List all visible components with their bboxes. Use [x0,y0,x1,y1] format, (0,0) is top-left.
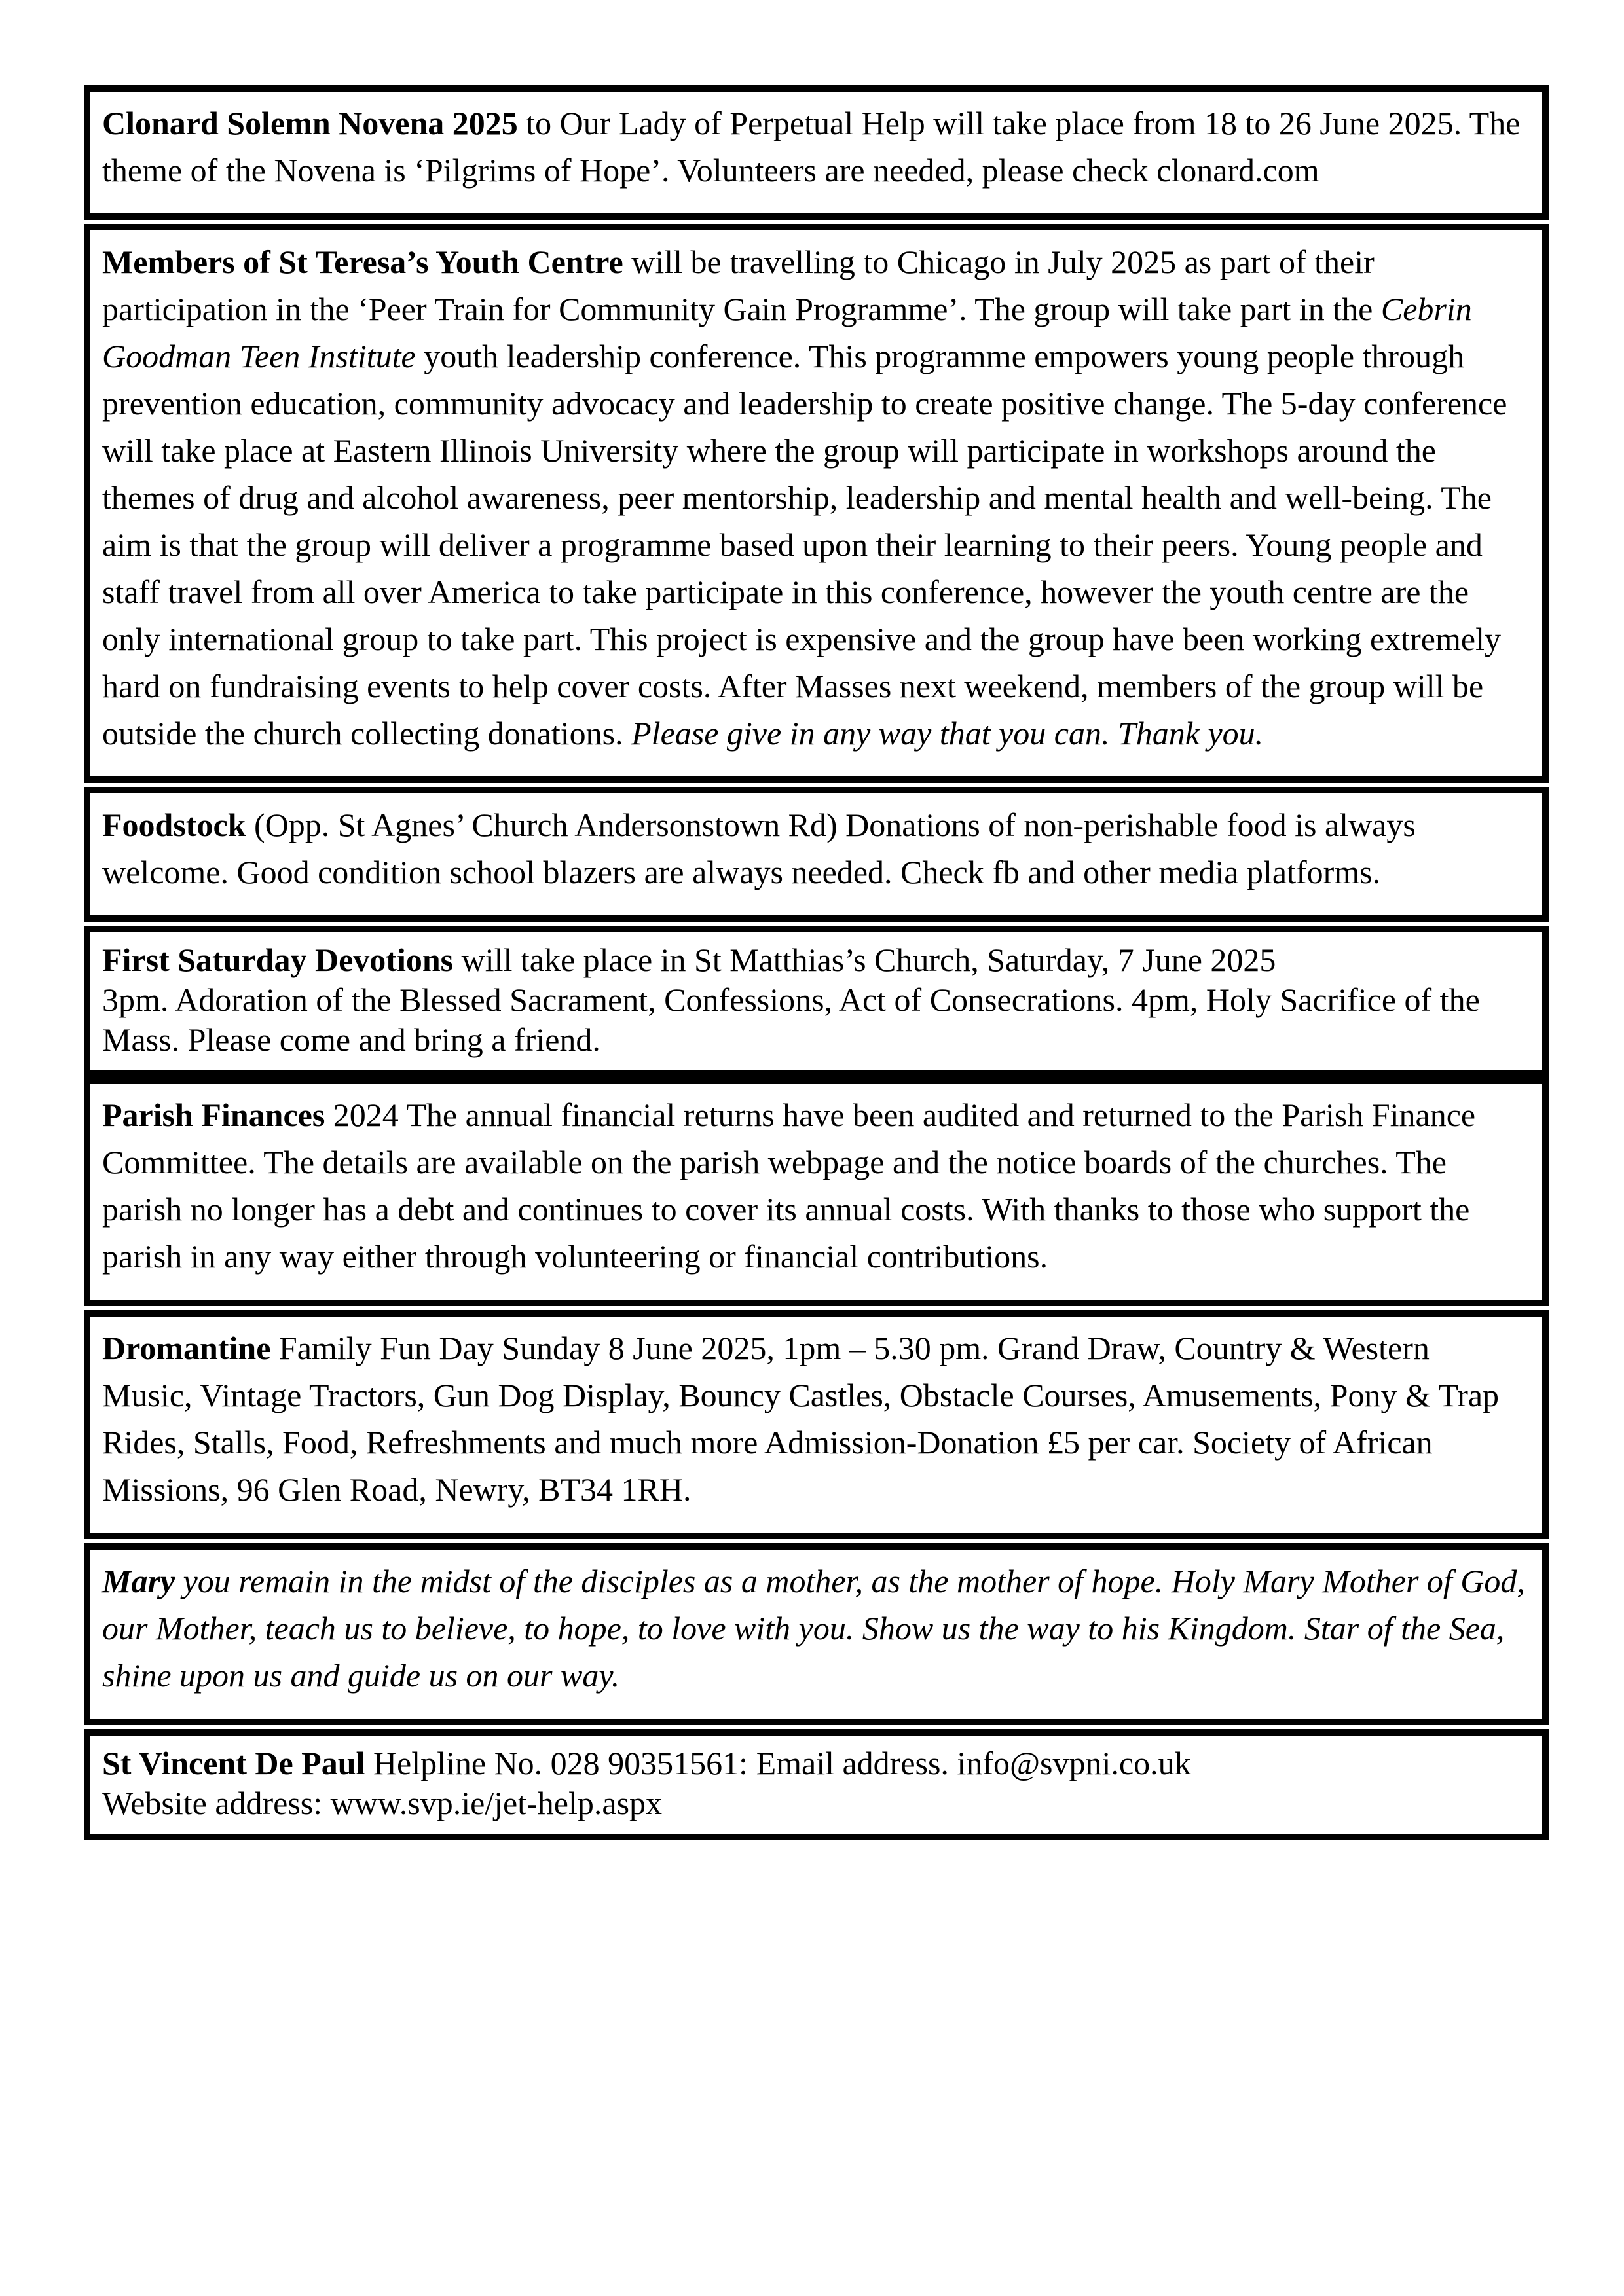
youth-centre-appeal: Please give in any way that you can. Thank you. [631,715,1264,752]
parish-finances-body: 2024 The annual financial returns have been audited and returned to the Parish Finance Committee. The details are available on the parish webpage and the notice boards of the churches. The parish no longer has a debt and continues to cover its annual costs. With thanks to those who support the parish in any way either through volunteering or financial contributions. [102,1097,1476,1275]
section-youth-centre [84,224,1549,783]
parish-finances-text [102,1091,1526,1280]
dromantine-heading: Dromantine [102,1330,271,1366]
svp-text [102,1743,1526,1823]
section-foodstock [84,787,1549,922]
mary-prayer-text [102,1558,1526,1699]
dromantine-body: Family Fun Day Sunday 8 June 2025, 1pm – 5.30 pm. Grand Draw, Country & Western Music, Vintage Tractors, Gun Dog Display, Bouncy Castles, Obstacle Courses, Amusements, Pony & Trap Rides, Stalls, Food, Refreshments and much more Admission-Donation £5 per car. Society of African Missions, 96 Glen Road, Newry, BT34 1RH. [102,1330,1500,1508]
youth-centre-text [102,238,1526,757]
youth-centre-body-1: will be travelling to Chicago in July 2025 as part of their participation in the ‘Peer Train for Community Gain Programme’. The group will take part in the [102,244,1381,327]
foodstock-text [102,801,1526,896]
section-first-saturday-devotions [84,926,1549,1077]
section-parish-finances [84,1077,1549,1306]
section-dromantine-fun-day [84,1310,1549,1539]
clonard-novena-body: to Our Lady of Perpetual Help will take place from 18 to 26 June 2025. The theme of the Novena is ‘Pilgrims of Hope’. Volunteers are needed, please check clonard.com [102,105,1521,189]
parish-bulletin-page [84,85,1549,1844]
svp-heading: St Vincent De Paul [102,1745,365,1781]
foodstock-heading: Foodstock [102,807,246,843]
foodstock-body: (Opp. St Agnes’ Church Andersonstown Rd) Donations of non-perishable food is always welcome. Good condition school blazers are always needed. Check fb and other media platforms. [102,807,1416,890]
section-mary-prayer [84,1543,1549,1725]
first-saturday-heading: First Saturday Devotions [102,941,454,978]
clonard-novena-heading: Clonard Solemn Novena 2025 [102,105,518,141]
youth-centre-institute-name: Cebrin Goodman Teen Institute [102,291,1472,374]
svp-helpline-line: Helpline No. 028 90351561: Email address. info@svpni.co.uk [365,1745,1191,1781]
svp-website-line: Website address: www.svp.ie/jet-help.aspx [102,1785,663,1821]
mary-prayer-body: you remain in the midst of the disciples as a mother, as the mother of hope. Holy Mary Mother of God, our Mother, teach us to believe, to hope, to love with you. Show us the way to his Kingdom. Star of the Sea, shine upon us and guide us on our way. [102,1563,1525,1694]
first-saturday-text [102,940,1526,1060]
youth-centre-heading: Members of St Teresa’s Youth Centre [102,244,623,280]
dromantine-text [102,1324,1526,1513]
section-clonard-novena [84,85,1549,220]
first-saturday-line-2: 3pm. Adoration of the Blessed Sacrament, Confessions, Act of Consecrations. 4pm, Holy Sacrifice of the Mass. Please come and bring a friend. [102,981,1480,1058]
first-saturday-line-1: will take place in St Matthias’s Church, Saturday, 7 June 2025 [453,941,1276,978]
mary-prayer-heading: Mary [102,1563,175,1599]
section-st-vincent-de-paul [84,1729,1549,1840]
youth-centre-body-2: youth leadership conference. This programme empowers young people through prevention education, community advocacy and leadership to create positive change. The 5-day conference will take place at Eastern Illinois University where the group will participate in workshops around the themes of drug and alcohol awareness, peer mentorship, leadership and mental health and well-being. The aim is that the group will deliver a programme based upon their learning to their peers. Young people and staff travel from all over America to take participate in this conference, however the youth centre are the only international group to take part. This project is expensive and the group have been working extremely hard on fundraising events to help cover costs. After Masses next weekend, members of the group will be outside the church collecting donations. [102,338,1507,752]
clonard-novena-text [102,100,1526,194]
parish-finances-heading: Parish Finances [102,1097,325,1133]
